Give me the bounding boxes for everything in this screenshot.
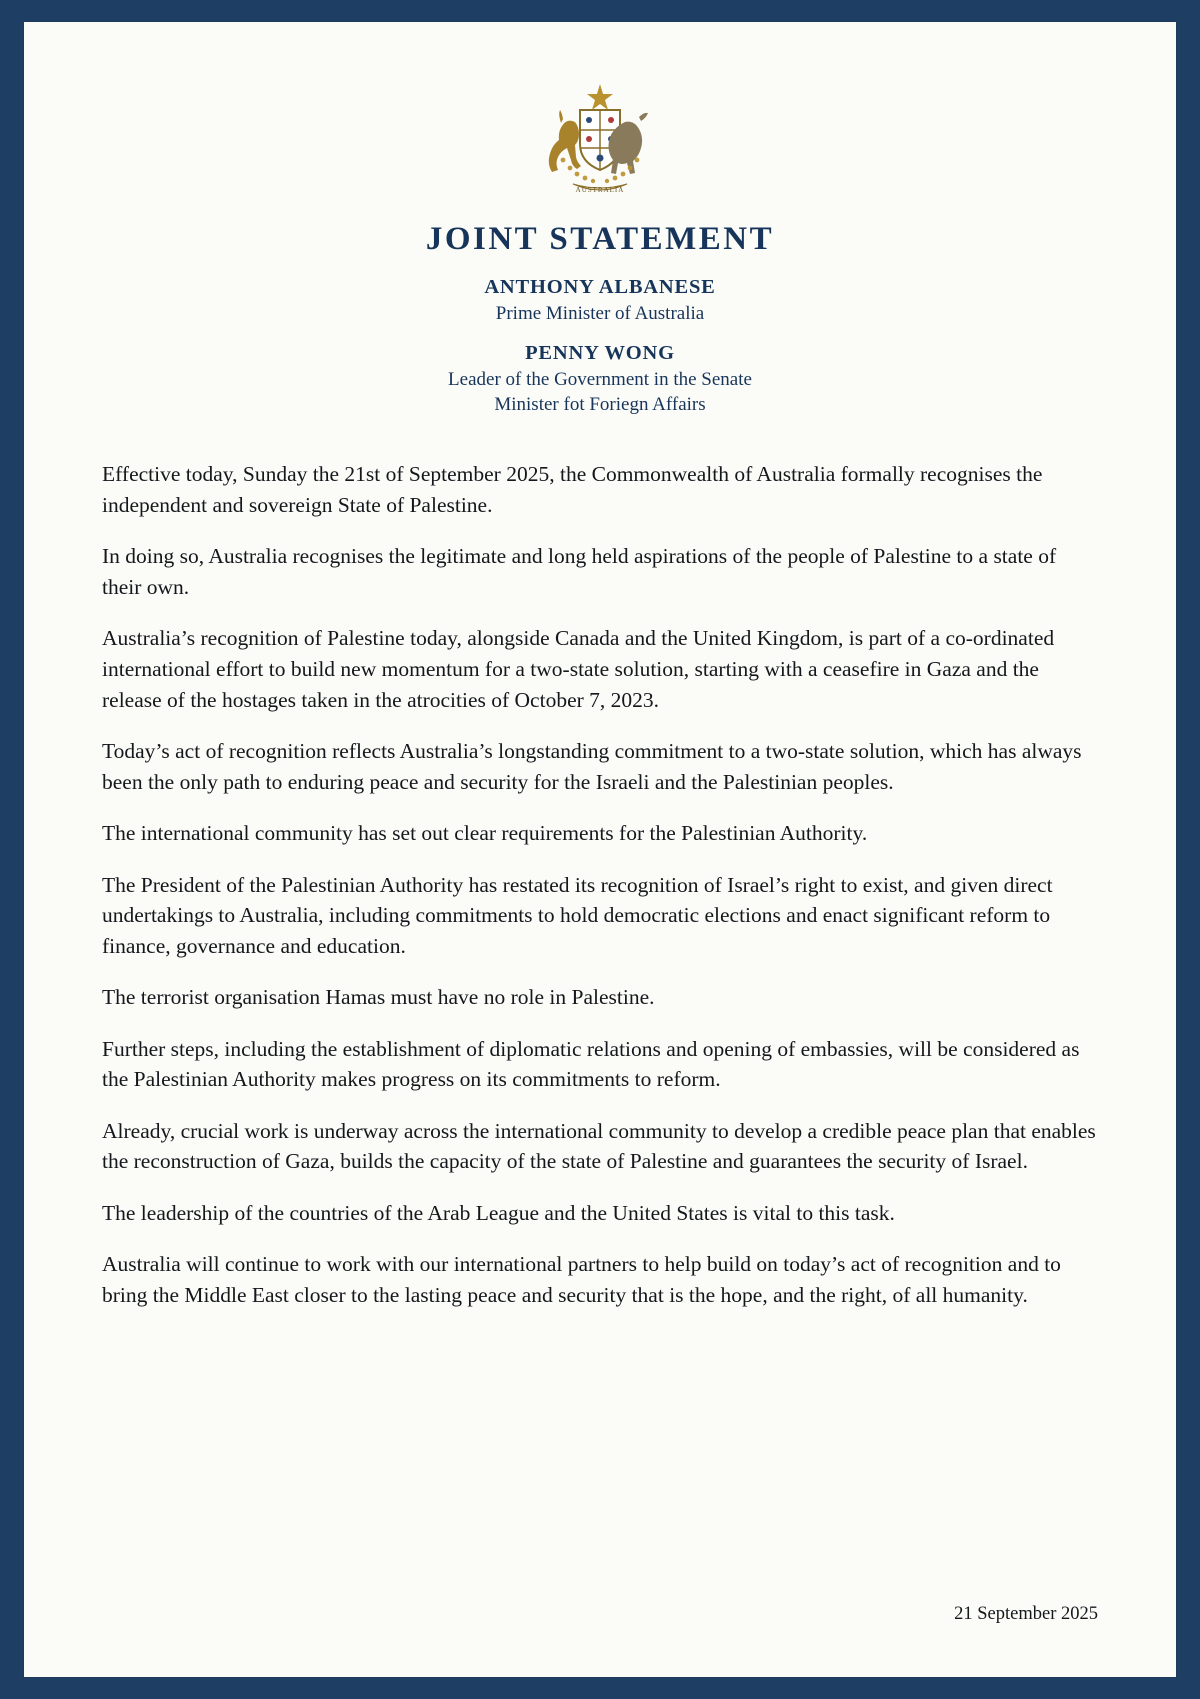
statement-paragraph: Australia’s recognition of Palestine today, alongside Canada and the United Kingdom, is part of a co-ordinated international effort to build new momentum for a two-state solution, starting with a ceasefire in Gaza and the release of the hostages taken in the atrocities of October 7, 2023. — [102, 626, 1055, 712]
signatory-block-2 — [102, 340, 1098, 417]
signatory-name: ANTHONY ALBANESE — [484, 276, 716, 298]
signatory-role: Prime Minister of Australia — [495, 302, 705, 324]
document-page — [24, 22, 1176, 1677]
signatory-name: PENNY WONG — [525, 342, 675, 365]
statement-paragraph: The President of the Palestinian Authority has restated its recognition of Israel’s right to exist, and given direct undertakings to Australia, including commitments to hold democratic elections and enact significant reform to finance, governance and education. — [102, 872, 1053, 958]
statement-paragraph: The terrorist organisation Hamas must have no role in Palestine. — [102, 985, 655, 1010]
statement-paragraph: The leadership of the countries of the Arab League and the United States is vital to this task. — [102, 1200, 895, 1225]
statement-paragraph: In doing so, Australia recognises the legitimate and long held aspirations of the people of Palestine to a state of their own. — [102, 544, 1057, 599]
svg-text:AUSTRALIA: AUSTRALIA — [575, 186, 625, 194]
signatory-role-line-1: Leader of the Government in the Senate — [448, 369, 752, 391]
statement-body — [102, 459, 1098, 1310]
australian-coat-of-arms-icon — [525, 82, 675, 202]
statement-paragraph: Already, crucial work is underway across the international community to develop a credible peace plan that enables the reconstruction of Gaza, builds the capacity of the state of Palestine and guarantees the security of Israel. — [102, 1118, 1096, 1174]
crest-container — [102, 68, 1098, 213]
page-title: JOINT STATEMENT — [425, 221, 775, 257]
statement-paragraph: Today’s act of recognition reflects Australia’s longstanding commitment to a two-state solution, which has always been the only path to enduring peace and security for the Israeli and the Palestinian peoples. — [102, 739, 1082, 794]
statement-paragraph: Effective today, Sunday the 21st of September 2025, the Commonwealth of Australia formally recognises the independent and sovereign State of Palestine. — [102, 462, 1043, 517]
signatory-block-1 — [102, 274, 1098, 326]
statement-paragraph: The international community has set out clear requirements for the Palestinian Authority. — [102, 821, 868, 846]
signatory-role-line-2: Minister fot Foriegn Affairs — [494, 393, 706, 415]
statement-paragraph: Australia will continue to work with our international partners to help build on today’s act of recognition and to bring the Middle East closer to the lasting peace and security that is the hope, and the right, of all humanity. — [102, 1252, 1061, 1307]
statement-paragraph: Further steps, including the establishment of diplomatic relations and opening of embassies, will be considered as the Palestinian Authority makes progress on its commitments to reform. — [102, 1036, 1080, 1092]
document-date: 21 September 2025 — [954, 1604, 1098, 1624]
